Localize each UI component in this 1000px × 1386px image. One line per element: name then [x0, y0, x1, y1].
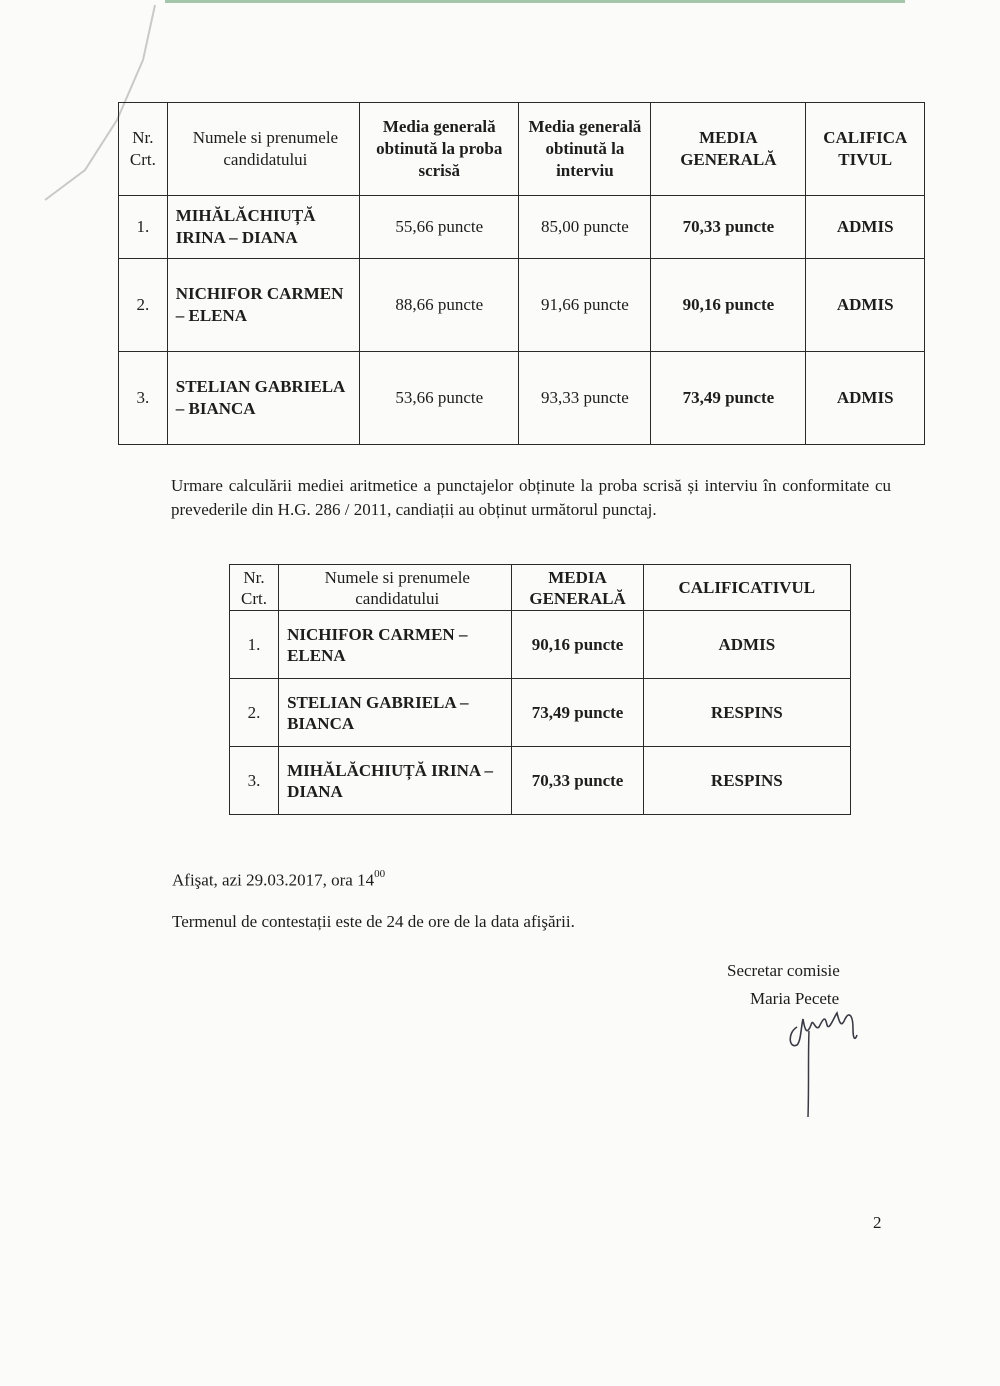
row-nr: 2. [119, 259, 168, 352]
page-number: 2 [873, 1213, 882, 1232]
header-written-avg: Media generală obtinută la proba scrisă [360, 103, 519, 196]
posted-date-text: Afişat, azi 29.03.2017, ora 14 [172, 870, 375, 890]
header-general-avg: MEDIA GENERALĂ [651, 103, 806, 196]
written-score: 88,66 puncte [360, 259, 519, 352]
appeal-deadline-text: Termenul de contestații este de 24 de ore de la data afişării. [172, 912, 575, 931]
table-row [119, 352, 925, 445]
qualification: RESPINS [643, 747, 850, 815]
qualification: ADMIS [806, 259, 925, 352]
general-score: 73,49 puncte [512, 679, 643, 747]
qualification: RESPINS [643, 679, 850, 747]
row-nr: 1. [230, 611, 279, 679]
signatory-role: Secretar comisie [727, 961, 840, 980]
row-nr: 1. [119, 196, 168, 259]
header-name: Numele si prenumele candidatului [167, 103, 359, 196]
candidate-name: MIHĂLĂCHIUȚĂ IRINA – DIANA [167, 196, 359, 259]
interview-score: 93,33 puncte [519, 352, 651, 445]
written-score: 55,66 puncte [360, 196, 519, 259]
posted-time-minutes: 00 [374, 868, 386, 880]
general-score: 70,33 puncte [512, 747, 643, 815]
candidate-name: STELIAN GABRIELA – BIANCA [279, 679, 512, 747]
top-edge-line [165, 0, 905, 3]
table-header-row [119, 103, 925, 196]
candidate-name: STELIAN GABRIELA – BIANCA [167, 352, 359, 445]
qualification: ADMIS [643, 611, 850, 679]
row-nr: 3. [230, 747, 279, 815]
interview-score: 91,66 puncte [519, 259, 651, 352]
row-nr: 2. [230, 679, 279, 747]
general-score: 73,49 puncte [651, 352, 806, 445]
posted-date-line [172, 870, 385, 891]
table-row [119, 259, 925, 352]
table-row [230, 747, 851, 815]
candidate-name: MIHĂLĂCHIUȚĂ IRINA – DIANA [279, 747, 512, 815]
explanation-paragraph: Urmare calculării mediei aritmetice a punctajelor obținute la proba scrisă și interviu în conformitate cu prevederile din H.G. 286 / 2011, candiații au obținut următorul punctaj. [171, 476, 891, 519]
written-score: 53,66 puncte [360, 352, 519, 445]
results-table-ranked [229, 564, 851, 815]
interview-score: 85,00 puncte [519, 196, 651, 259]
handwritten-signature [783, 1005, 863, 1120]
header-nr: Nr. Crt. [119, 103, 168, 196]
table-row [230, 611, 851, 679]
candidate-name: NICHIFOR CARMEN – ELENA [167, 259, 359, 352]
table-row [119, 196, 925, 259]
header-interview-avg: Media generală obtinută la interviu [519, 103, 651, 196]
signatory-name: Maria Pecete [750, 989, 840, 1008]
table-header-row [230, 565, 851, 611]
general-score: 90,16 puncte [651, 259, 806, 352]
header-nr: Nr. Crt. [230, 565, 279, 611]
candidate-name: NICHIFOR CARMEN – ELENA [279, 611, 512, 679]
table-row [230, 679, 851, 747]
row-nr: 3. [119, 352, 168, 445]
header-name: Numele si prenumele candidatului [279, 565, 512, 611]
header-qualification: CALIFICA TIVUL [806, 103, 925, 196]
qualification: ADMIS [806, 352, 925, 445]
qualification: ADMIS [806, 196, 925, 259]
results-table-detailed [118, 102, 925, 445]
header-general-avg: MEDIA GENERALĂ [512, 565, 643, 611]
header-qualification: CALIFICATIVUL [643, 565, 850, 611]
general-score: 90,16 puncte [512, 611, 643, 679]
general-score: 70,33 puncte [651, 196, 806, 259]
